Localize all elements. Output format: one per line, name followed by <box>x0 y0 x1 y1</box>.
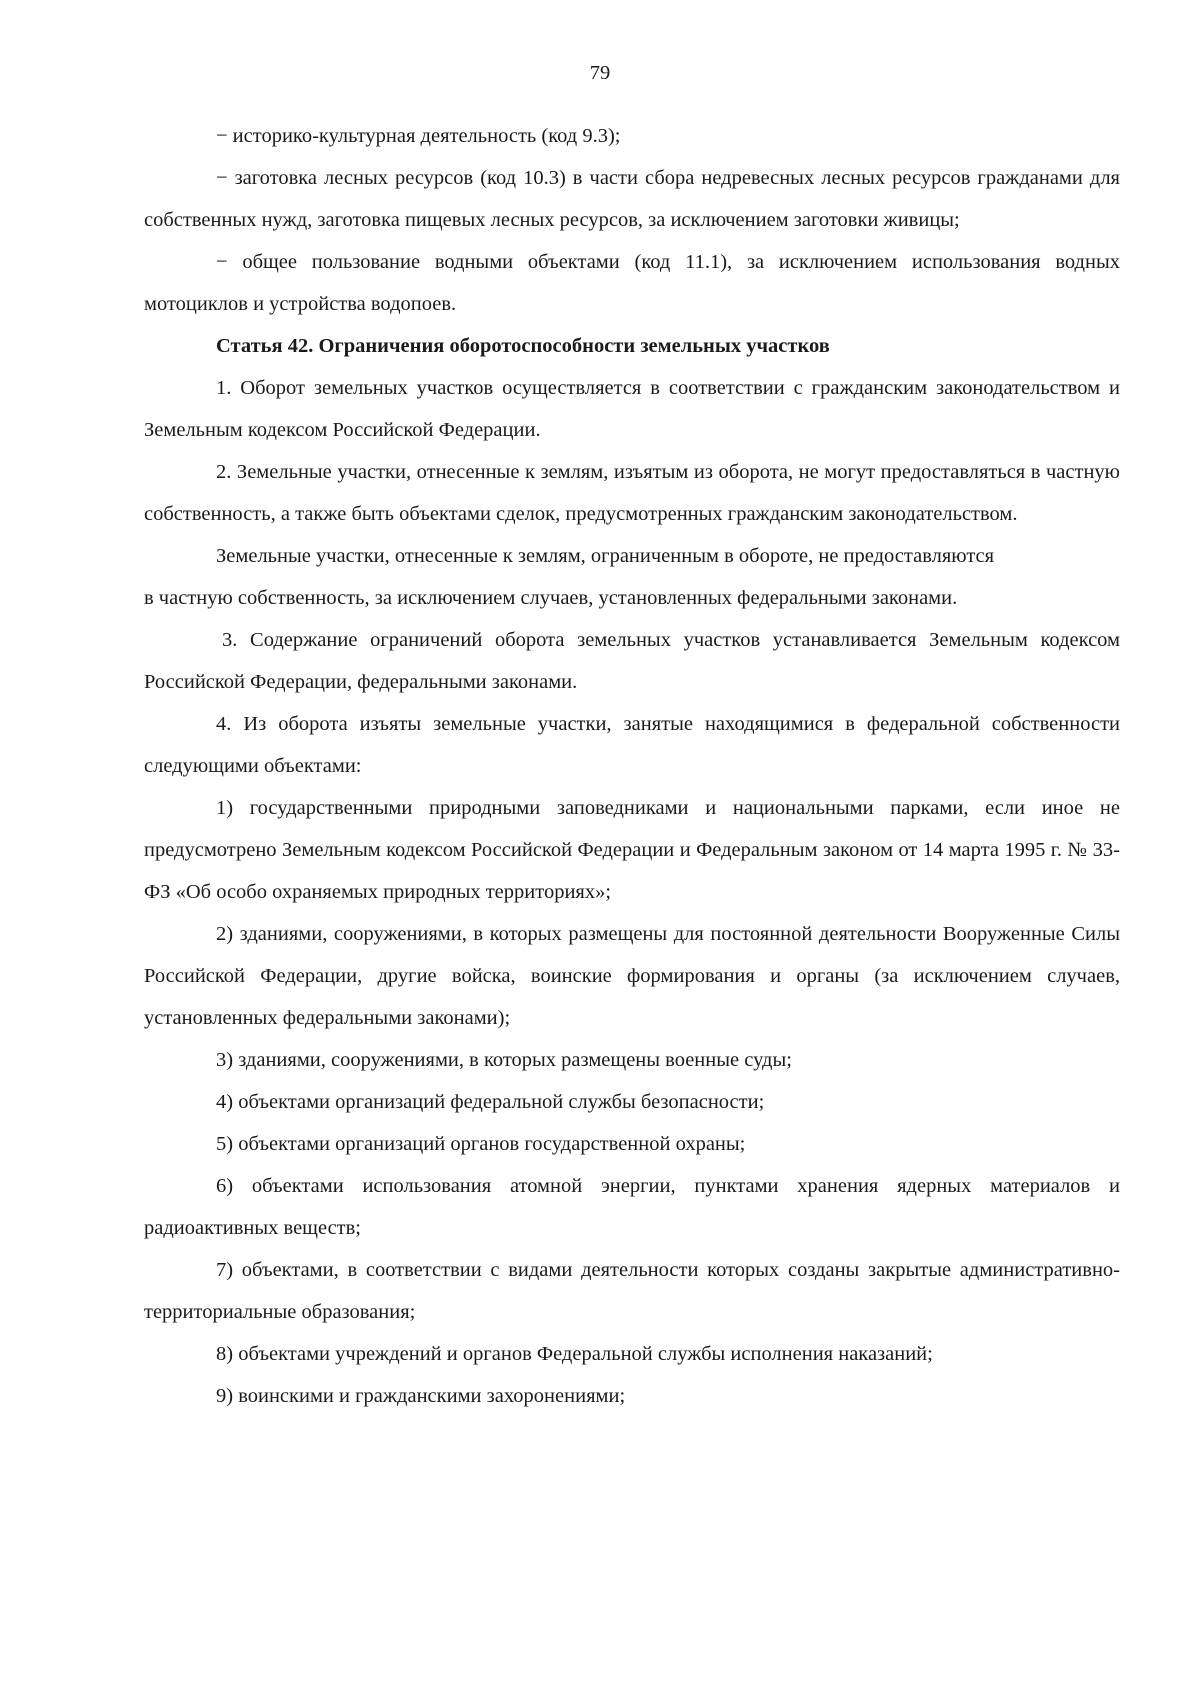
list-item-5: 5) объектами организаций органов государственной охраны; <box>216 1133 746 1155</box>
list-item-8: 8) объектами учреждений и органов Федеральной службы исполнения наказаний; <box>216 1343 933 1365</box>
paragraph-clause-1: 1. Оборот земельных участков осуществляется в соответствии с гражданским законодательством и Земельным кодексом Российской Федерации. <box>144 377 1120 441</box>
list-item-historical-cultural: − историко-культурная деятельность (код 9.3); <box>216 125 621 147</box>
document-body <box>144 115 1120 1417</box>
paragraph-clause-2-continued: Земельные участки, отнесенные к землям, ограниченным в обороте, не предоставляются <box>216 545 995 567</box>
list-item-3: 3) зданиями, сооружениями, в которых размещены военные суды; <box>216 1049 792 1071</box>
list-item-forest-resources: − заготовка лесных ресурсов (код 10.3) в части сбора недревесных лесных ресурсов гражданами для собственных нужд, заготовка пищевых лесных ресурсов, за исключением заготовки живицы; <box>144 167 1120 231</box>
paragraph-clause-4: 4. Из оборота изъяты земельные участки, занятые находящимися в федеральной собственности следующими объектами: <box>144 713 1120 777</box>
article-heading: Статья 42. Ограничения оборотоспособности земельных участков <box>216 335 830 357</box>
paragraph-clause-2-tail: в частную собственность, за исключением случаев, установленных федеральными законами. <box>144 587 958 609</box>
list-item-7: 7) объектами, в соответствии с видами деятельности которых созданы закрытые административно-территориальные образования; <box>144 1259 1120 1323</box>
list-item-1: 1) государственными природными заповедниками и национальными парками, если иное не предусмотрено Земельным кодексом Российской Федерации и Федеральным законом от 14 марта 1995 г. № 33-ФЗ «Об особо охраняемых природных территориях»; <box>144 797 1120 903</box>
list-item-water-objects: − общее пользование водными объектами (код 11.1), за исключением использования водных мотоциклов и устройства водопоев. <box>144 251 1120 315</box>
list-item-6: 6) объектами использования атомной энергии, пунктами хранения ядерных материалов и радиоактивных веществ; <box>144 1175 1120 1239</box>
paragraph-clause-2: 2. Земельные участки, отнесенные к землям, изъятым из оборота, не могут предоставляться в частную собственность, а также быть объектами сделок, предусмотренных гражданским законодательством. <box>144 461 1120 525</box>
list-item-2: 2) зданиями, сооружениями, в которых размещены для постоянной деятельности Вооруженные Силы Российской Федерации, другие войска, воинские формирования и органы (за исключением случаев, установленных федеральными законами); <box>144 923 1120 1029</box>
list-item-4: 4) объектами организаций федеральной службы безопасности; <box>216 1091 765 1113</box>
paragraph-clause-3: 3. Содержание ограничений оборота земельных участков устанавливается Земельным кодексом Российской Федерации, федеральными законами. <box>144 629 1120 693</box>
page-number: 79 <box>589 62 611 84</box>
list-item-9: 9) воинскими и гражданскими захоронениями; <box>216 1385 626 1407</box>
